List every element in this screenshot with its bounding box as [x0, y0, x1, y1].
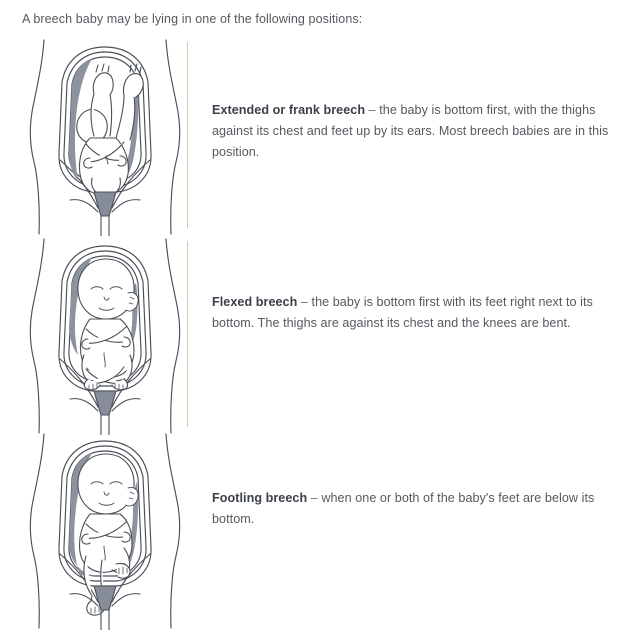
cervix-shape	[94, 192, 116, 216]
position-row-frank-breech	[0, 38, 642, 236]
page-intro-text: A breech baby may be lying in one of the following positions:	[22, 12, 363, 26]
flexed-breech-text: the baby is bottom first with its feet right next to its bottom. The thighs are against its chest and the knees are bent.	[212, 295, 593, 330]
row-divider-line	[187, 241, 188, 427]
flexed-breech-description	[212, 292, 630, 334]
term-separator: –	[307, 491, 322, 505]
flexed-breech-term: Flexed breech	[212, 295, 298, 309]
footling-breech-description	[212, 488, 630, 530]
frank-breech-term: Extended or frank breech	[212, 103, 366, 117]
position-row-footling-breech	[0, 432, 642, 630]
frank-breech-text: the baby is bottom first, with the thighs against its chest and feet up by its ears. Most breech babies are in this position.	[212, 103, 609, 159]
footling-breech-term: Footling breech	[212, 491, 308, 505]
footling-breech-text: when one or both of the baby's feet are below its bottom.	[212, 491, 595, 526]
row-divider-line	[187, 42, 188, 228]
cervix-shape	[94, 391, 116, 415]
frank-breech-illustration	[20, 38, 190, 236]
term-separator: –	[297, 295, 312, 309]
frank-breech-description	[212, 100, 630, 163]
term-separator: –	[365, 103, 380, 117]
flexed-breech-illustration	[20, 237, 190, 435]
position-row-flexed-breech	[0, 237, 642, 435]
footling-breech-illustration	[20, 432, 190, 630]
